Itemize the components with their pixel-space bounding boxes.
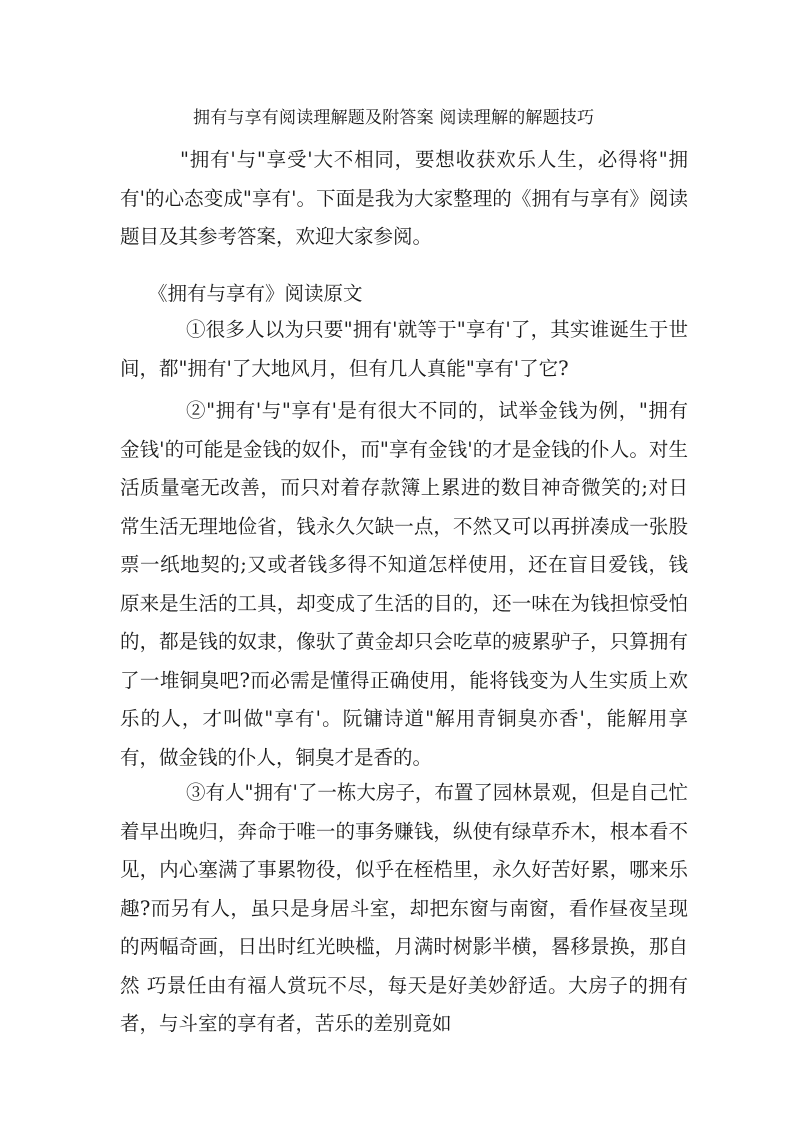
document-title: 拥有与享有阅读理解题及附答案 阅读理解的解题技巧: [193, 108, 595, 128]
intro-paragraph: "拥有'与"享受'大不相同，要想收获欢乐人生，必得将"拥有'的心态变成"享有'。下面是我为大家整理的《拥有与享有》阅读题目及其参考答案，欢迎大家参阅。: [120, 148, 688, 248]
paragraph-1: ①很多人以为只要"拥有'就等于"享有'了，其实谁诞生于世间，都"拥有'了大地风月，但有几人真能"享有'了它?: [120, 318, 688, 380]
section-heading: 《拥有与享有》阅读原文: [148, 282, 363, 305]
paragraph-2: ②"拥有'与"享有'是有很大不同的，试举金钱为例，"拥有金钱'的可能是金钱的奴仆，而"享有金钱'的才是金钱的仆人。对生活质量毫无改善，而只对着存款簿上累进的数目神奇微笑的;对日常生活无理地俭省，钱永久欠缺一点，不然又可以再拼凑成一张股票一纸地契的;又或者钱多得不知道怎样使用，还在盲目爱钱，钱原来是生活的工具，却变成了生活的目的，还一味在为钱担惊受怕的，都是钱的奴隶，像驮了黄金却只会吃草的疲累驴子，只算拥有了一堆铜臭吧?而必需是懂得正确使用，能将钱变为人生实质上欢乐的人，才叫做"享有'。阮镛诗道"解用青铜臭亦香'，能解用享有，做金钱的仆人，铜臭才是香的。: [120, 399, 688, 769]
paragraph-3: ③有人"拥有'了一栋大房子，布置了园林景观，但是自己忙着早出晚归，奔命于唯一的事务赚钱，纵使有绿草乔木，根本看不见，内心塞满了事累物役，似乎在桎梏里，永久好苦好累，哪来乐趣?而另有人，虽只是身居斗室，却把东窗与南窗，看作昼夜呈现的两幅奇画，日出时红光映槛，月满时树影半横，晷移景换，那自然 巧景任由有福人赏玩不尽，每天是好美妙舒适。大房子的拥有者，与斗室的享有者，苦乐的差别竟如: [120, 781, 688, 1035]
